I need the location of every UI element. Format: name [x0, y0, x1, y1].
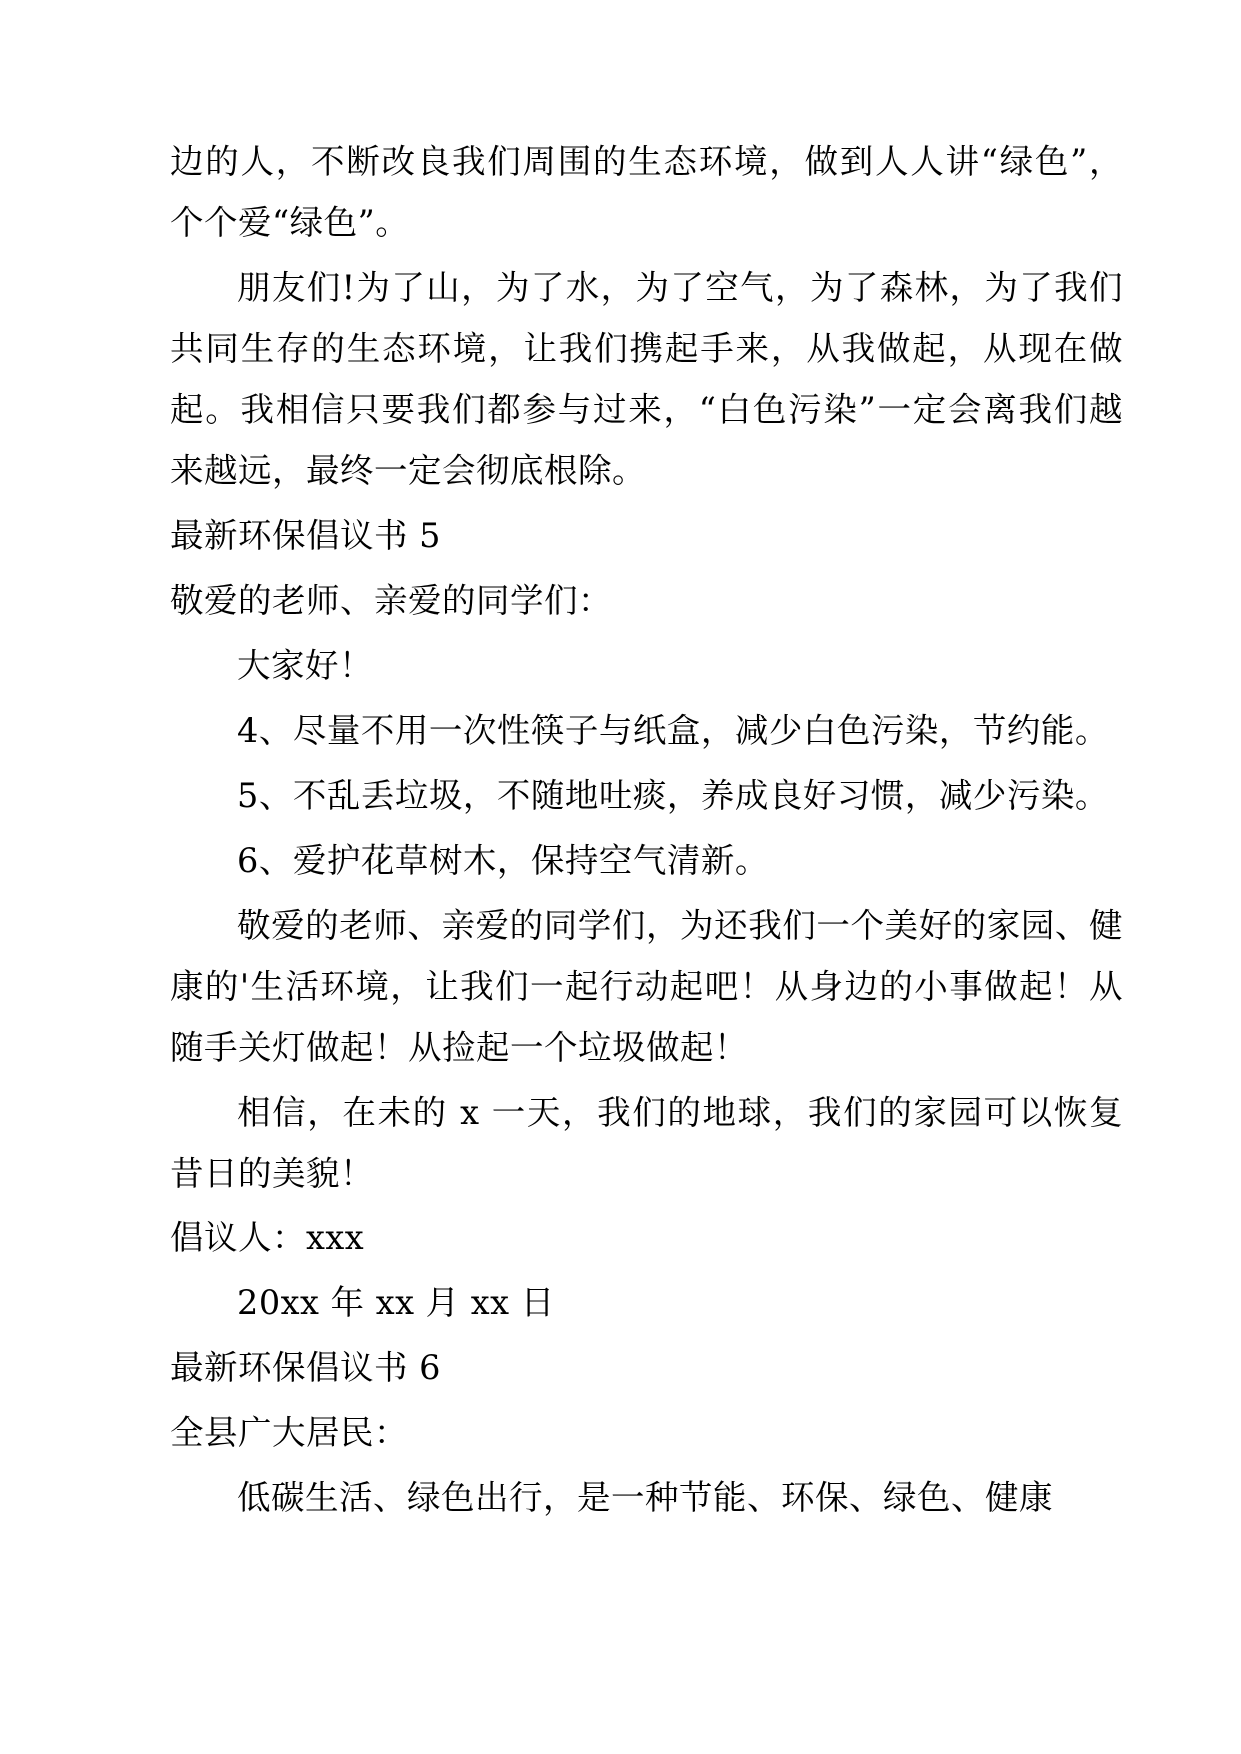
- list-item-5: 5、不乱丢垃圾，不随地吐痰，养成良好习惯，减少污染。: [237, 775, 1109, 815]
- paragraph-friends-appeal: 朋友们!为了山，为了水，为了空气，为了森林，为了我们共同生存的生态环境，让我们携起手来，从我做起，从现在做起。我相信只要我们都参与过来，“白色污染”一定会离我们越来越远，最终一定会彻底根除。: [170, 267, 1123, 490]
- signature-proposer: 倡议人：xxx: [170, 1218, 365, 1258]
- paragraph-belief-future: 相信，在未的 x 一天，我们的地球，我们的家园可以恢复昔日的美貌！: [170, 1092, 1123, 1193]
- heading-proposal-6: 最新环保倡议书 6: [170, 1348, 441, 1388]
- paragraph-low-carbon: 低碳生活、绿色出行，是一种节能、环保、绿色、健康: [237, 1478, 1053, 1518]
- salutation-teachers-students: 敬爱的老师、亲爱的同学们：: [170, 580, 612, 620]
- list-item-4: 4、尽量不用一次性筷子与纸盒，减少白色污染，节约能。: [237, 710, 1109, 750]
- paragraph-call-to-action: 敬爱的老师、亲爱的同学们，为还我们一个美好的家园、健康的'生活环境，让我们一起行动起吧！从身边的小事做起！从随手关灯做起！从捡起一个垃圾做起！: [170, 905, 1123, 1067]
- salutation-county-residents: 全县广大居民：: [170, 1413, 408, 1453]
- list-item-6: 6、爱护花草树木，保持空气清新。: [237, 840, 769, 880]
- paragraph-continued-green: 边的人，不断改良我们周围的生态环境，做到人人讲“绿色”，个个爱“绿色”。: [170, 142, 1123, 242]
- document-text-body: [170, 132, 1123, 1529]
- heading-proposal-5: 最新环保倡议书 5: [170, 515, 441, 555]
- paragraph-greeting: 大家好！: [237, 645, 373, 685]
- signature-date: 20xx 年 xx 月 xx 日: [237, 1283, 555, 1323]
